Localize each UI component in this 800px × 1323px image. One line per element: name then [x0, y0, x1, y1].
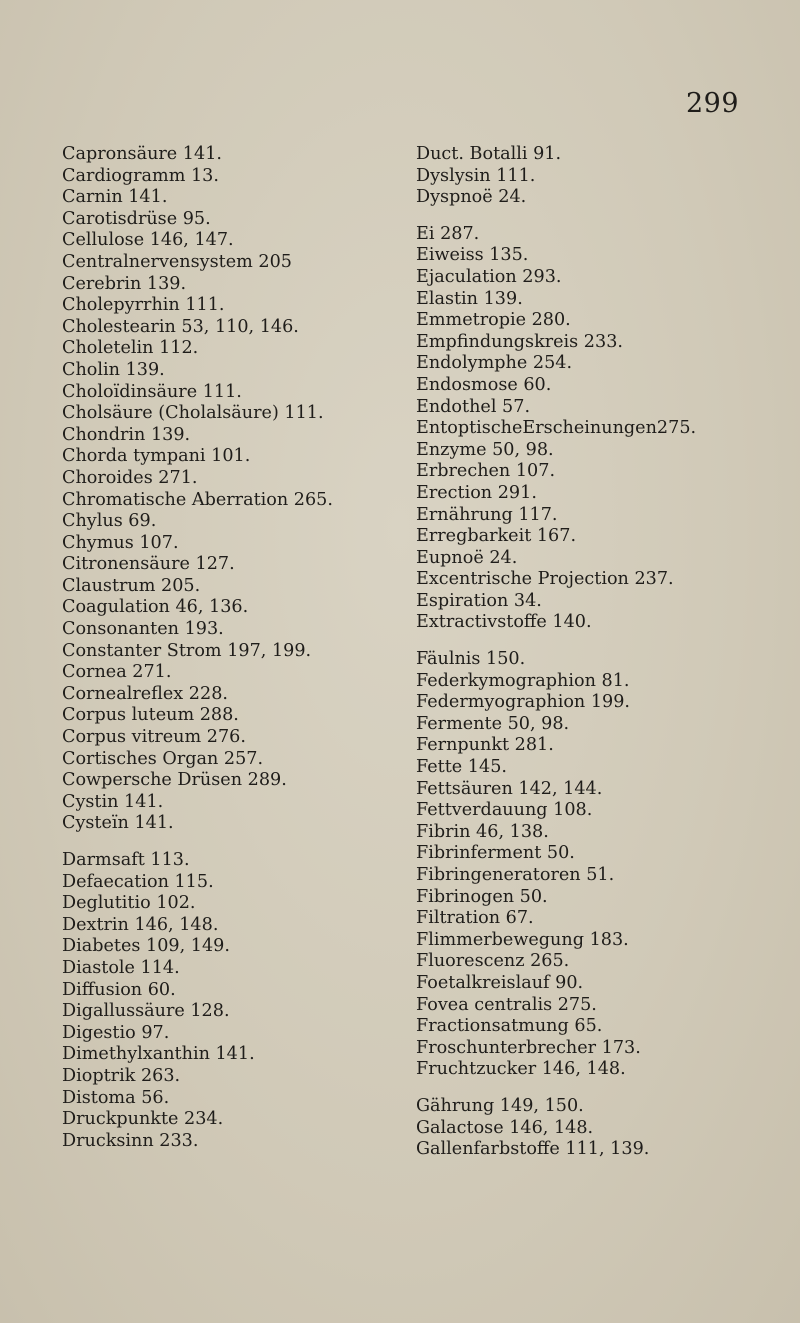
index-entry: Diabetes 109, 149. [62, 936, 230, 957]
index-letter-group [416, 1096, 796, 1161]
index-entry: Fernpunkt 281. [416, 735, 554, 756]
index-entry: Gallenfarbstoffe 111, 139. [416, 1139, 650, 1160]
index-entry: Deglutitio 102. [62, 893, 196, 914]
index-entry: Federkymographion 81. [416, 670, 630, 691]
index-entry: Cholepyrrhin 111. [62, 295, 225, 316]
index-entry: Fibrin 46, 138. [416, 821, 549, 842]
index-entry: Enzyme 50, 98. [416, 439, 554, 460]
index-entry: Elastin 139. [416, 288, 523, 309]
index-entry: Fibrinferment 50. [416, 843, 575, 864]
index-entry: Erregbarkeit 167. [416, 526, 577, 547]
index-entry: Druckpunkte 234. [62, 1109, 224, 1130]
index-entry: Consonanten 193. [62, 619, 224, 640]
index-entry: Fluorescenz 265. [416, 951, 570, 972]
index-entry: Fettverdauung 108. [416, 800, 593, 821]
index-entry: Cholsäure (Cholalsäure) 111. [62, 403, 324, 424]
index-entry: Empfindungskreis 233. [416, 331, 623, 352]
index-entry: Corpus vitreum 276. [62, 727, 246, 748]
index-entry: Duct. Botalli 91. [416, 144, 562, 164]
index-entry: Endolymphe 254. [416, 353, 573, 374]
index-entry: Chymus 107. [62, 532, 179, 553]
index-entry: Extractivstoffe 140. [416, 612, 592, 633]
index-letter-group [416, 649, 796, 1081]
index-entry: Citronensäure 127. [62, 554, 235, 575]
index-entry: Darmsaft 113. [62, 850, 190, 870]
index-entry: Carotisdrüse 95. [62, 208, 211, 229]
index-entry: Cholestearin 53, 110, 146. [62, 316, 299, 337]
index-entry: Endothel 57. [416, 396, 531, 417]
index-entry: Ei 287. [416, 223, 480, 244]
index-entry: Chromatische Aberration 265. [62, 489, 333, 510]
index-entry: Cystin 141. [62, 791, 164, 812]
index-entry: Capronsäure 141. [62, 144, 222, 164]
index-entry: Diastole 114. [62, 957, 180, 978]
index-entry: EntoptischeErscheinungen275. [416, 418, 697, 439]
index-entry: Cowpersche Drüsen 289. [62, 770, 287, 791]
index-entry: Foetalkreislauf 90. [416, 972, 584, 993]
index-entry: Cellulose 146, 147. [62, 230, 234, 251]
index-entry: Ernährung 117. [416, 504, 558, 525]
index-entry: Dioptrik 263. [62, 1065, 181, 1086]
index-entry: Dextrin 146, 148. [62, 914, 219, 935]
index-entry: Endosmose 60. [416, 374, 552, 395]
index-entry: Ejaculation 293. [416, 266, 562, 287]
index-entry: Gährung 149, 150. [416, 1095, 584, 1116]
index-entry: Distoma 56. [62, 1087, 170, 1108]
index-entry: Fäulnis 150. [416, 649, 526, 670]
index-entry: Centralnervensystem 205 [62, 251, 292, 272]
index-entry: Drucksinn 233. [62, 1130, 199, 1151]
index-entry: Choloïdinsäure 111. [62, 381, 242, 402]
index-entry: Espiration 34. [416, 590, 542, 611]
index-entry: Constanter Strom 197, 199. [62, 640, 312, 661]
index-entry: Chorda tympani 101. [62, 446, 251, 467]
index-entry: Choroides 271. [62, 467, 198, 488]
index-letter-group [416, 224, 796, 634]
index-entry: Fibrinogen 50. [416, 886, 548, 907]
index-entry: Fettsäuren 142, 144. [416, 778, 603, 799]
index-entry: Froschunterbrecher 173. [416, 1037, 641, 1058]
index-entry: Fibringeneratoren 51. [416, 865, 615, 885]
index-column-left [62, 144, 442, 1152]
index-entry: Cortisches Organ 257. [62, 748, 264, 769]
index-letter-group [416, 144, 796, 209]
index-entry: Excentrische Projection 237. [416, 569, 674, 590]
index-entry: Claustrum 205. [62, 575, 201, 596]
index-entry: Fermente 50, 98. [416, 713, 570, 734]
index-entry: Cerebrin 139. [62, 273, 187, 294]
index-entry: Digestio 97. [62, 1022, 170, 1043]
index-entry: Fette 145. [416, 757, 507, 778]
index-entry: Fractionsatmung 65. [416, 1016, 603, 1037]
index-entry: Corpus luteum 288. [62, 705, 239, 726]
index-letter-group [62, 144, 442, 835]
index-entry: Chondrin 139. [62, 424, 191, 445]
index-entry: Erbrechen 107. [416, 461, 556, 482]
index-entry: Federmyographion 199. [416, 692, 631, 713]
index-entry: Filtration 67. [416, 908, 534, 929]
index-entry: Carnin 141. [62, 187, 168, 208]
index-column-right [416, 144, 796, 1161]
index-entry: Eupnoë 24. [416, 547, 518, 568]
index-entry: Dyslysin 111. [416, 165, 536, 186]
index-letter-group [62, 850, 442, 1152]
index-entry: Cholin 139. [62, 359, 165, 380]
index-entry: Erection 291. [416, 482, 537, 503]
index-entry: Dyspnoë 24. [416, 187, 527, 208]
page-number: 299 [686, 88, 740, 119]
index-entry: Cornea 271. [62, 662, 172, 683]
index-entry: Emmetropie 280. [416, 310, 571, 331]
index-entry: Diffusion 60. [62, 979, 176, 1000]
index-entry: Coagulation 46, 136. [62, 597, 249, 618]
index-entry: Cornealreflex 228. [62, 683, 228, 704]
index-entry: Fovea centralis 275. [416, 994, 597, 1015]
index-entry: Eiweiss 135. [416, 245, 529, 266]
index-entry: Flimmerbewegung 183. [416, 929, 629, 950]
index-entry: Dimethylxanthin 141. [62, 1044, 255, 1065]
index-entry: Cysteïn 141. [62, 813, 174, 834]
index-entry: Cardiogramm 13. [62, 165, 219, 186]
index-entry: Choletelin 112. [62, 338, 199, 359]
index-entry: Galactose 146, 148. [416, 1117, 594, 1138]
index-entry: Chylus 69. [62, 511, 157, 532]
index-entry: Fruchtzucker 146, 148. [416, 1059, 626, 1080]
index-entry: Defaecation 115. [62, 871, 214, 892]
index-entry: Digallussäure 128. [62, 1001, 230, 1022]
